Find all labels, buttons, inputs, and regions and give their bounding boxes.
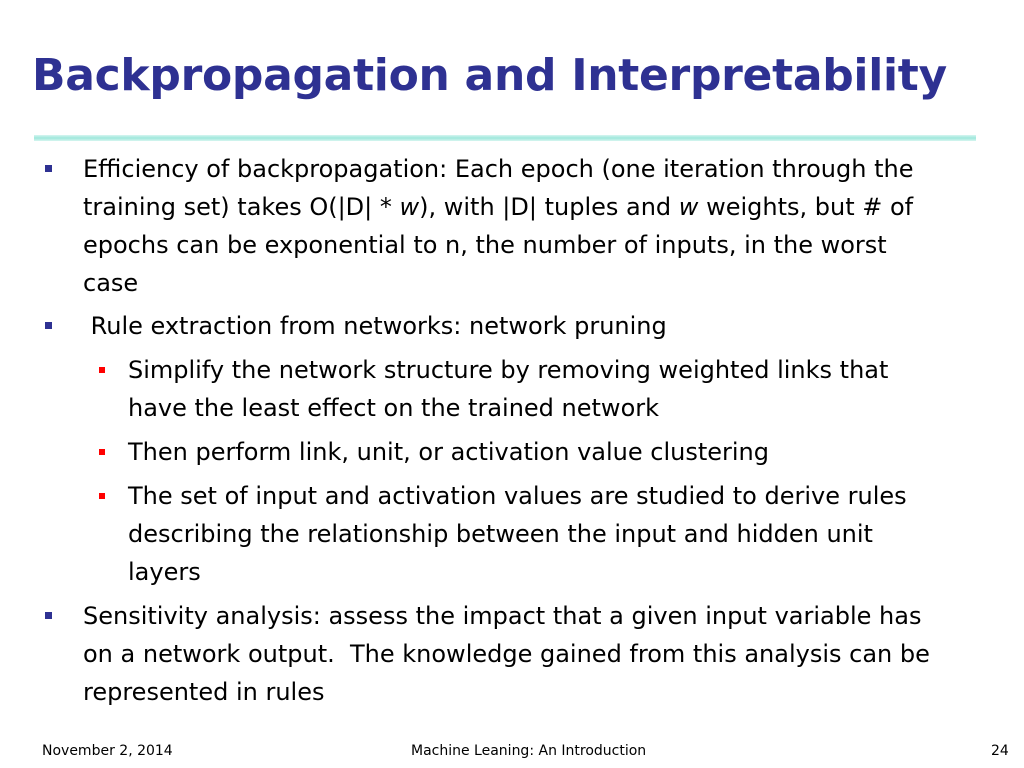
square-bullet-icon [45, 612, 52, 619]
bullet-line: represented in rules [83, 678, 325, 706]
text-segment: ), with |D| tuples and [419, 193, 679, 221]
bullet-line: Sensitivity analysis: assess the impact that a given input variable has [83, 602, 922, 630]
italic-w: w [399, 193, 420, 221]
bullet-line: epochs can be exponential to n, the number of inputs, in the worst [83, 231, 887, 259]
bullet-line: The set of input and activation values are studied to derive rules [128, 482, 907, 510]
bullet-efficiency [83, 150, 913, 302]
square-bullet-icon [45, 322, 52, 329]
text-segment: training set) takes O(|D| * [83, 193, 400, 221]
bullet-line: layers [128, 558, 201, 586]
bullet-line: Rule extraction from networks: network pruning [83, 312, 667, 340]
bullet-line-with-italics [83, 188, 913, 226]
footer-date: November 2, 2014 [42, 743, 173, 759]
bullet-line: Efficiency of backpropagation: Each epoch (one iteration through the [83, 155, 914, 183]
subbullet-simplify [128, 351, 888, 427]
bullet-line: describing the relationship between the input and hidden unit [128, 520, 873, 548]
footer-course: Machine Leaning: An Introduction [411, 743, 647, 759]
subbullet-rules [128, 477, 907, 591]
slide-title: Backpropagation and Interpretability [32, 50, 947, 101]
square-bullet-icon [99, 493, 105, 499]
title-divider [34, 135, 976, 141]
subbullet-clustering [128, 433, 769, 471]
square-bullet-icon [99, 367, 105, 373]
square-bullet-icon [99, 449, 105, 455]
bullet-line: have the least effect on the trained network [128, 394, 660, 422]
italic-w: w [678, 193, 699, 221]
bullet-line: Simplify the network structure by removing weighted links that [128, 356, 889, 384]
slide-number: 24 [991, 743, 1009, 759]
bullet-sensitivity [83, 597, 930, 711]
bullet-rule-extraction [83, 307, 667, 345]
bullet-line: Then perform link, unit, or activation value clustering [128, 438, 769, 466]
text-segment: weights, but # of [698, 193, 914, 221]
bullet-line: on a network output. The knowledge gained from this analysis can be [83, 640, 930, 668]
bullet-line: case [83, 269, 139, 297]
square-bullet-icon [45, 165, 52, 172]
